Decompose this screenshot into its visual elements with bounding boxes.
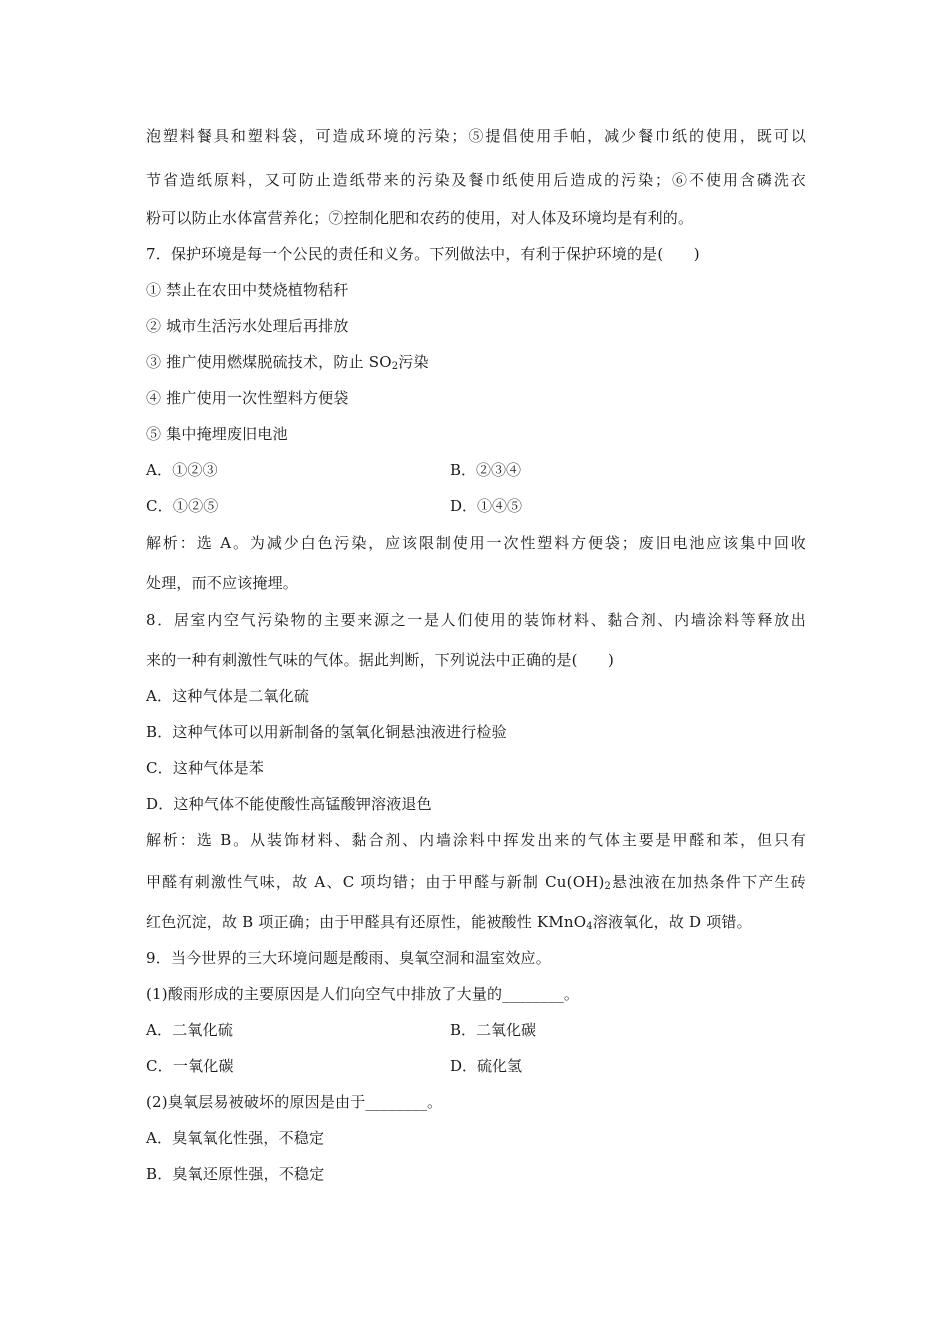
- question-7-option-b: B．②③④: [450, 461, 522, 479]
- question-8-option-b: B．这种气体可以用新制备的氢氧化铜悬浊液进行检验: [146, 723, 507, 741]
- continued-explanation-line-2: 节省造纸原料，又可防止造纸带来的污染及餐巾纸使用后造成的污染；⑥不使用含磷洗衣: [146, 171, 806, 189]
- question-7-item-2: ② 城市生活污水处理后再排放: [146, 317, 349, 335]
- subscript: 2: [391, 361, 399, 372]
- continued-explanation-line-1: 泡塑料餐具和塑料袋，可造成环境的污染；⑤提倡使用手帕，减少餐巾纸的使用，既可以: [146, 127, 806, 145]
- question-8-stem-line-1: 8．居室内空气污染物的主要来源之一是人们使用的装饰材料、黏合剂、内墙涂料等释放出: [146, 611, 806, 629]
- question-9-part-2-stem: (2)臭氧层易被破坏的原因是由于________。: [146, 1093, 443, 1111]
- question-7-option-d: D．①④⑤: [450, 497, 523, 515]
- question-9-part-2-option-b: B．臭氧还原性强，不稳定: [146, 1165, 325, 1183]
- question-8-option-d: D．这种气体不能使酸性高锰酸钾溶液退色: [146, 795, 432, 813]
- question-8-answer-line-1: 解析：选 B。从装饰材料、黏合剂、内墙涂料中挥发出来的气体主要是甲醛和苯，但只有: [146, 831, 806, 849]
- question-7-option-c: C．①②⑤: [146, 497, 219, 515]
- question-9-part-1-option-b: B．二氧化碳: [450, 1021, 537, 1039]
- question-9-part-2-option-a: A．臭氧氧化性强，不稳定: [146, 1129, 325, 1147]
- question-7-item-3-text: ③ 推广使用燃煤脱硫技术，防止 SO: [146, 353, 392, 371]
- question-7-item-1: ① 禁止在农田中焚烧植物秸秆: [146, 281, 349, 299]
- question-7-answer-line-1: 解析：选 A。为减少白色污染，应该限制使用一次性塑料方便袋；废旧电池应该集中回收: [146, 534, 806, 552]
- question-8-option-a: A．这种气体是二氧化硫: [146, 687, 310, 705]
- question-7-item-3-tail: 污染: [398, 353, 429, 371]
- question-8-answer-line-3-tail: 溶液氧化，故 D 项错。: [592, 913, 752, 931]
- question-9-stem: 9．当今世界的三大环境问题是酸雨、臭氧空洞和温室效应。: [146, 949, 551, 967]
- question-8-answer-line-2-text: 甲醛有刺激性气味，故 A、C 项均错；由于甲醛与新制 Cu(OH): [146, 873, 605, 891]
- question-8-stem-line-2: 来的一种有刺激性气味的气体。据此判断，下列说法中正确的是( ): [146, 651, 615, 669]
- question-9-part-1-option-c: C．一氧化碳: [146, 1057, 234, 1075]
- question-7-option-a: A．①②③: [146, 461, 218, 479]
- question-7-answer-line-2: 处理，而不应该掩埋。: [146, 574, 299, 592]
- question-7-item-4: ④ 推广使用一次性塑料方便袋: [146, 389, 349, 407]
- question-8-answer-line-3-text: 红色沉淀，故 B 项正确；由于甲醛具有还原性，能被酸性 KMnO: [146, 913, 587, 931]
- question-9-part-1-stem: (1)酸雨形成的主要原因是人们向空气中排放了大量的________。: [146, 985, 580, 1003]
- question-8-answer-line-2-tail: 悬浊液在加热条件下产生砖: [611, 873, 806, 891]
- question-7-item-5: ⑤ 集中掩埋废旧电池: [146, 425, 288, 443]
- question-9-part-1-option-d: D．硫化氢: [450, 1057, 523, 1075]
- question-7-item-3: [146, 352, 429, 372]
- question-9-part-1-option-a: A．二氧化硫: [146, 1021, 234, 1039]
- question-8-answer-line-2: [146, 872, 806, 892]
- subscript: 2: [604, 881, 612, 892]
- continued-explanation-line-3: 粉可以防止水体富营养化；⑦控制化肥和农药的使用，对人体及环境均是有利的。: [146, 209, 694, 227]
- question-8-answer-line-3: [146, 912, 752, 932]
- subscript: 4: [586, 921, 593, 932]
- question-7-stem: 7．保护环境是每一个公民的责任和义务。下列做法中，有利于保护环境的是( ): [146, 245, 700, 263]
- question-8-option-c: C．这种气体是苯: [146, 759, 265, 777]
